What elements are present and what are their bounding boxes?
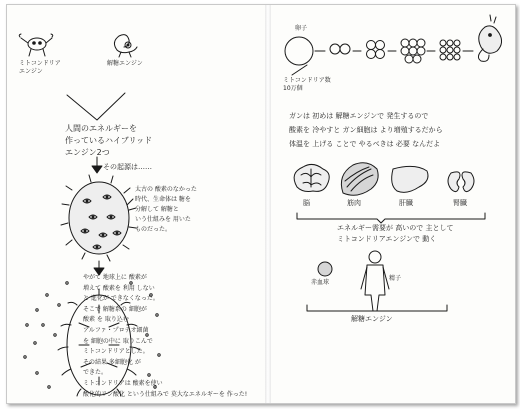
glycolysis-engine-caption: 解糖エンジン [351,315,393,323]
organ-label-brain: 脳 [303,199,310,207]
liver-icon [392,166,428,192]
sperm-label: 精子 [389,275,402,282]
organ-label-liver: 肝臓 [399,199,413,207]
organ-label-muscle: 筋肉 [347,199,361,207]
egg-leader-line [292,65,307,75]
energy-demand-text: エネルギー需要が 高いので 主として ミトコンドリアエンジンで 動く [337,224,454,243]
glycolysis-engine-label: 解糖エンジン [107,60,143,67]
mitochondria-engine-label: ミトコンドリア エンジン [19,60,61,75]
hybrid-engines-text: 人間のエネルギーを 作っているハイブリッド エンジン2つ [65,124,153,157]
human-figure-icon [361,251,389,311]
cancer-explanation-text: ガンは 初めは 解糖エンジンで 発生するので 酸素を 冷やすと ガン細胞は より増殖するだから 体温を 上げる ことで やるべきは 必要 なんだよ [289,112,443,148]
egg-cell-label: 卵子 [295,25,308,32]
right-page-drawings [7,5,515,403]
organs-bracket [297,213,485,223]
mitochondria-count-label: ミトコンドリア数 10万個 [283,77,331,92]
ancient-glycolysis-text: 太古の 酸素のなかった 時代、生命体は 糖を 分解して 解糖と いう仕組みを 用いた ものだった。 [135,186,197,233]
embryo-illustration [478,15,501,61]
brain-icon [294,164,329,191]
red-blood-cell-icon [318,262,332,276]
mitochondria-evolution-text: やがて 地球上に 酸素が 増えて 酸素を 利用 しない と 進化が できなくなった。 そこで 解糖系の 細胞が 酸素 を 取り込む アルファ・プロテオ細菌 を 細胞の中に 取りこんで ミトコンドリアとした。 その結果 多細胞化 が できた。 ミトコンドリアは 酸素を使い 酸化的リン酸化 という仕組みで 莫大なエネルギーを 作った! [83,274,248,398]
egg-division-sequence [285,37,473,65]
muscle-icon [341,163,378,196]
origin-label: その起源は…… [103,163,152,171]
red-blood-cell-label: 赤血球 [311,279,330,286]
organ-label-kidney: 腎臓 [453,199,467,207]
notebook-spread [6,4,516,404]
kidney-icon [448,172,474,192]
